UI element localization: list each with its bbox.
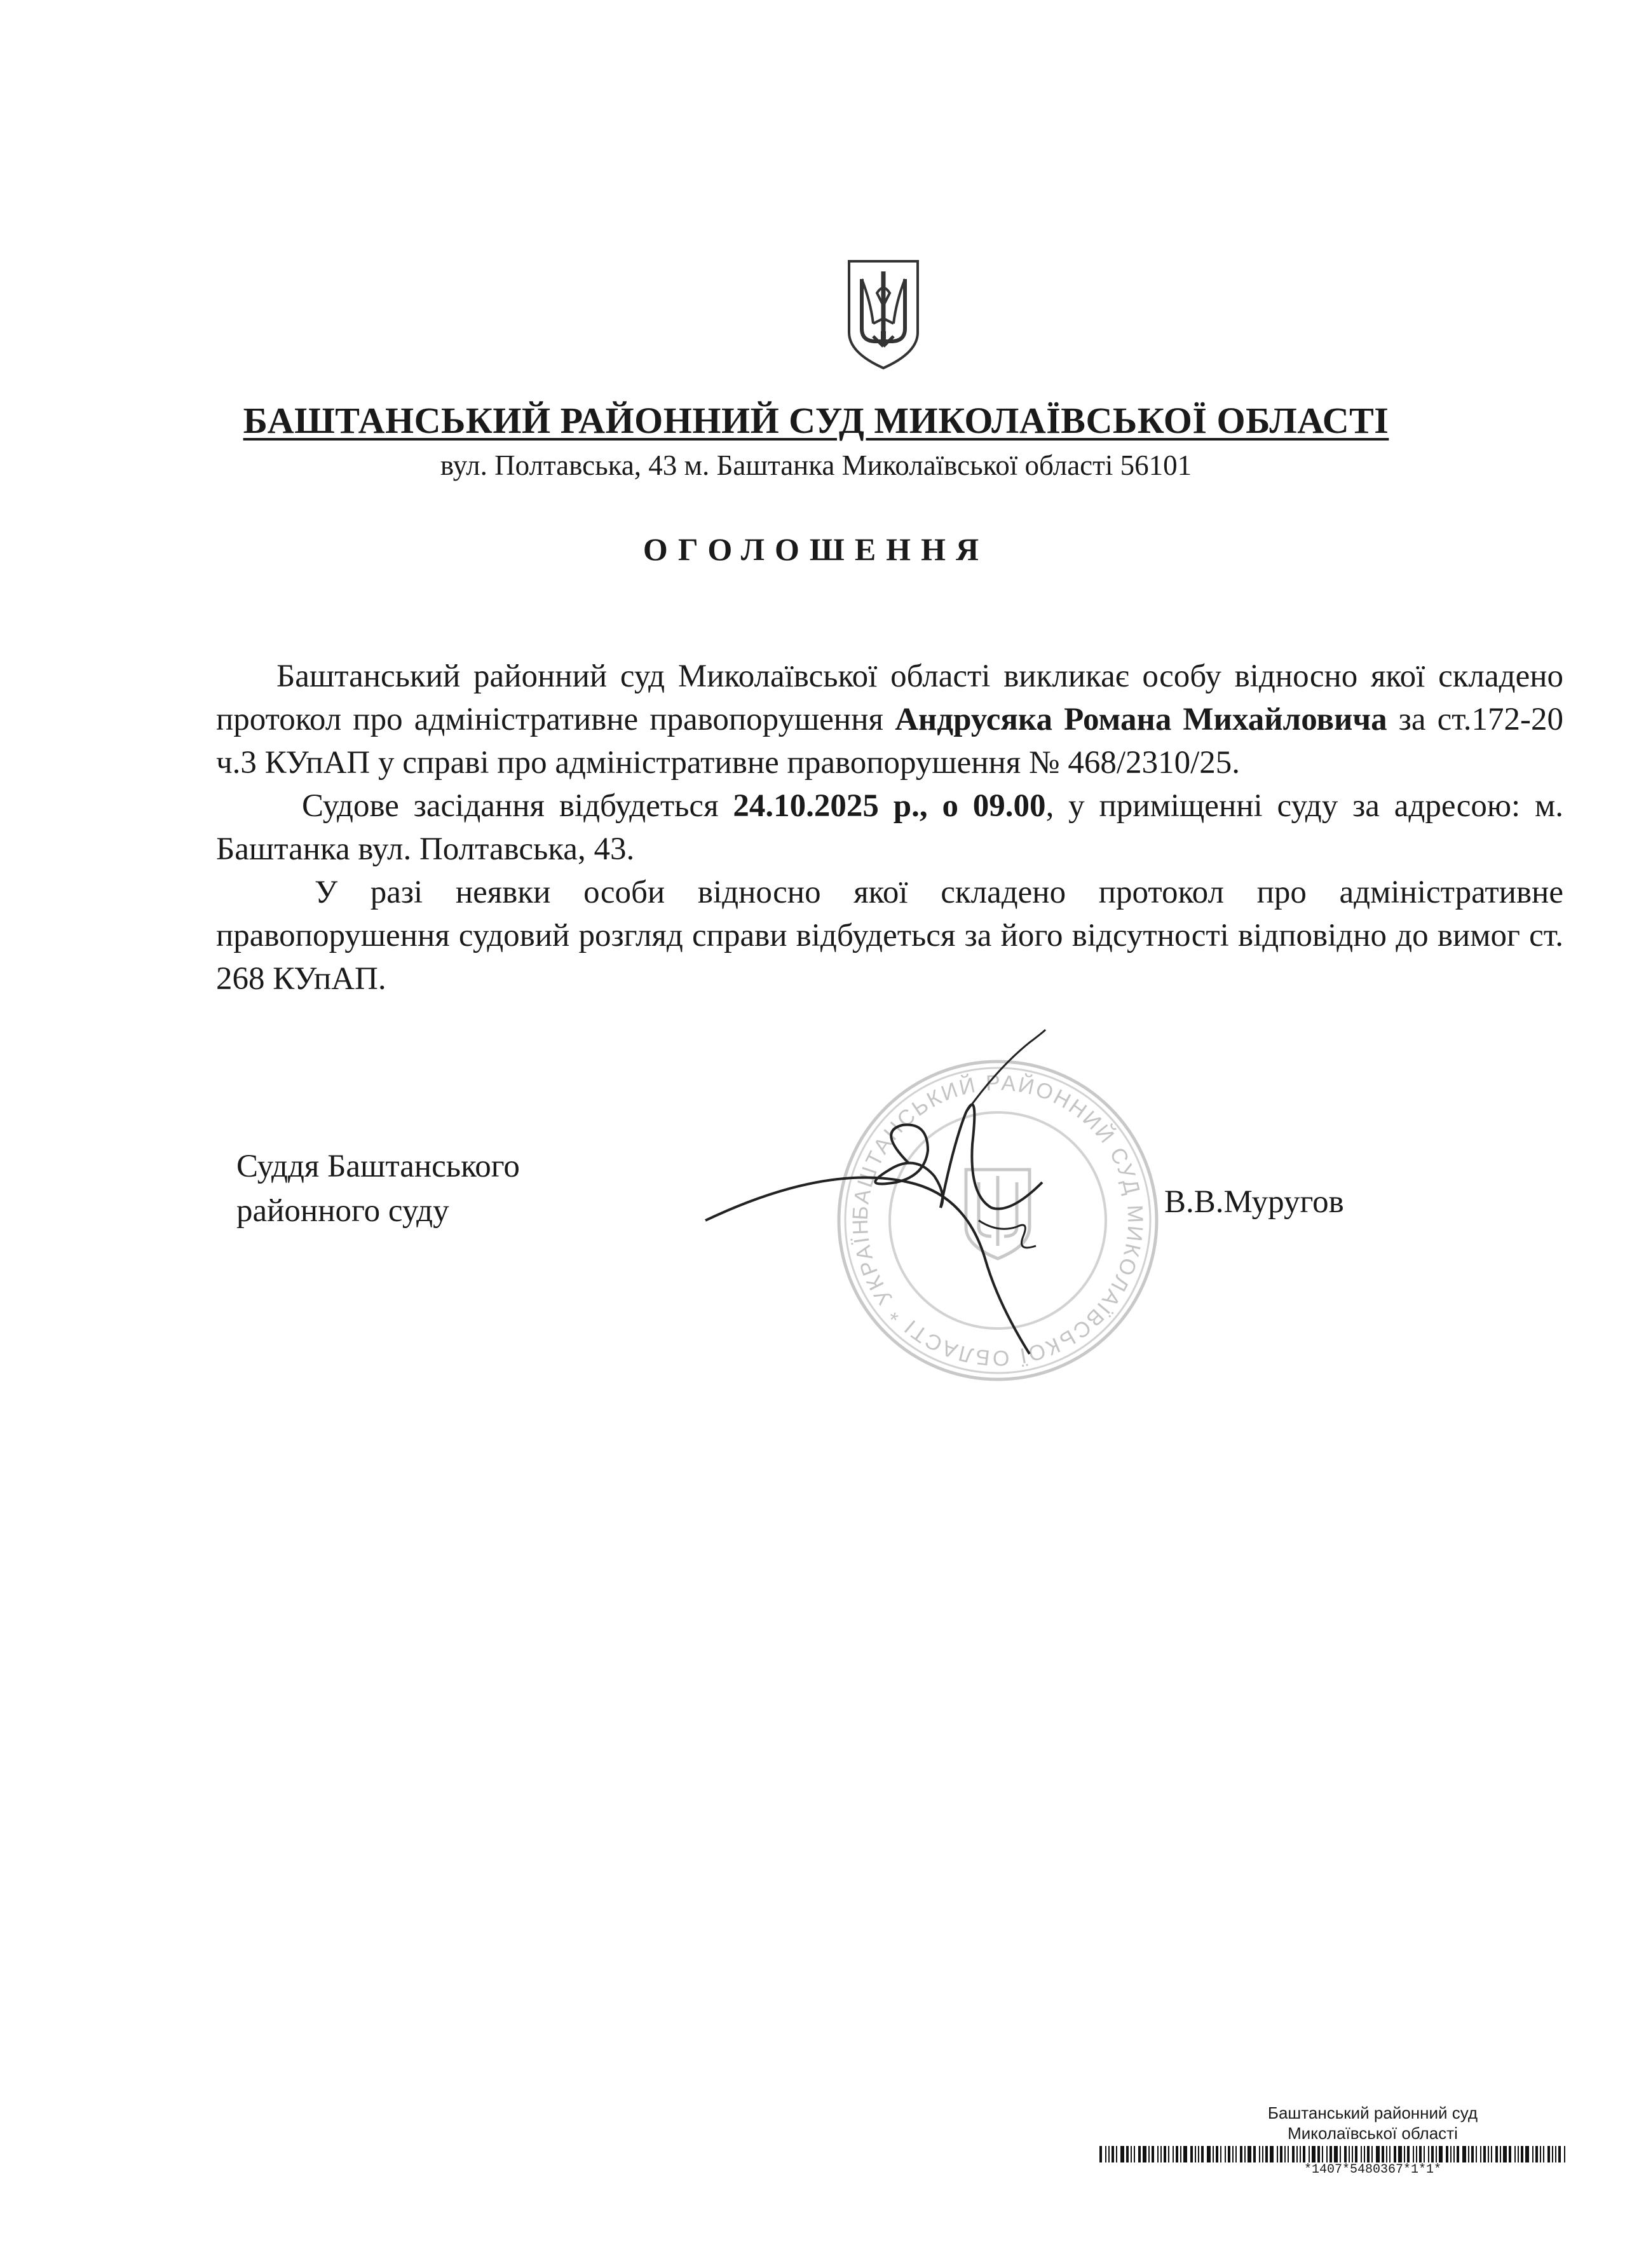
barcode-bar xyxy=(1376,2146,1380,2162)
announcement-body xyxy=(216,655,1563,1001)
paragraph-absence: У разі неявки особи відносно якої складено протокол про адміністративне правопорушення судовий розгляд справи відбудеться за його відсутності відповідно до вимог ст. 268 КУпАП. xyxy=(216,875,1563,997)
barcode-bar xyxy=(1190,2146,1193,2162)
barcode-bar xyxy=(1180,2146,1181,2162)
barcode-bar xyxy=(1532,2146,1533,2162)
hearing-datetime: 24.10.2025 р., о 09.00 xyxy=(733,788,1046,824)
defendant-name: Андрусяка Романа Михайловича xyxy=(895,702,1387,737)
barcode-bar xyxy=(1262,2146,1263,2162)
barcode-bar xyxy=(1270,2146,1274,2162)
barcode-bar xyxy=(1240,2146,1242,2162)
barcode-bar xyxy=(1404,2146,1405,2162)
barcode-bar xyxy=(1183,2146,1187,2162)
barcode xyxy=(1099,2146,1570,2162)
barcode-bar xyxy=(1228,2146,1230,2162)
barcode-bar xyxy=(1259,2146,1260,2162)
barcode-bar xyxy=(1355,2146,1357,2162)
barcode-bar xyxy=(1552,2146,1553,2162)
barcode-bar xyxy=(1152,2146,1154,2162)
barcode-bar xyxy=(1344,2146,1347,2162)
barcode-bar xyxy=(1292,2146,1295,2162)
barcode-bar xyxy=(1419,2146,1422,2162)
barcode-bar xyxy=(1525,2146,1529,2162)
barcode-bar xyxy=(1326,2146,1328,2162)
barcode-bar xyxy=(1547,2146,1550,2162)
barcode-bar xyxy=(1232,2146,1234,2162)
barcode-bar xyxy=(1535,2146,1538,2162)
barcode-bar xyxy=(1349,2146,1350,2162)
barcode-bar xyxy=(1296,2146,1298,2162)
barcode-bar xyxy=(1120,2146,1124,2162)
barcode-bar xyxy=(1457,2146,1459,2162)
barcode-bar xyxy=(1220,2146,1221,2162)
barcode-bar xyxy=(1164,2146,1166,2162)
barcode-bar xyxy=(1284,2146,1286,2162)
barcode-bar xyxy=(1300,2146,1301,2162)
barcode-bar xyxy=(1265,2146,1268,2162)
barcode-bar xyxy=(1317,2146,1320,2162)
barcode-bar xyxy=(1394,2146,1396,2162)
barcode-bar xyxy=(1277,2146,1278,2162)
barcode-bar xyxy=(1195,2146,1196,2162)
barcode-bar xyxy=(1248,2146,1251,2162)
barcode-bar xyxy=(1157,2146,1159,2162)
barcode-bar xyxy=(1143,2146,1146,2162)
barcode-bar xyxy=(1543,2146,1544,2162)
barcode-bar xyxy=(1116,2146,1117,2162)
barcode-bar xyxy=(1207,2146,1211,2162)
barcode-bar xyxy=(1371,2146,1373,2162)
barcode-bar xyxy=(1334,2146,1338,2162)
barcode-bar xyxy=(1312,2146,1316,2162)
barcode-bar xyxy=(1329,2146,1332,2162)
footer-court-label: Баштанський районний суд Миколаївської області xyxy=(1267,2103,1478,2143)
barcode-bar xyxy=(1201,2146,1204,2162)
barcode-bar xyxy=(1483,2146,1486,2162)
barcode-bar xyxy=(1173,2146,1174,2162)
barcode-bar xyxy=(1235,2146,1237,2162)
barcode-bar xyxy=(1431,2146,1434,2162)
tryzub-coat-of-arms-icon xyxy=(845,257,921,372)
barcode-bar xyxy=(1138,2146,1141,2162)
barcode-bar xyxy=(1367,2146,1370,2162)
barcode-bar xyxy=(1352,2146,1353,2162)
barcode-bar xyxy=(1148,2146,1150,2162)
barcode-bar xyxy=(1389,2146,1391,2162)
barcode-bar xyxy=(1361,2146,1362,2162)
barcode-bar xyxy=(1558,2146,1561,2162)
barcode-bar xyxy=(1398,2146,1402,2162)
barcode-bar xyxy=(1340,2146,1341,2162)
barcode-bar xyxy=(1309,2146,1310,2162)
barcode-bar xyxy=(1450,2146,1452,2162)
barcode-bar xyxy=(1280,2146,1282,2162)
barcode-bar xyxy=(1446,2146,1448,2162)
barcode-number: *1407*5480367*1*1* xyxy=(1303,2162,1442,2177)
barcode-bar xyxy=(1134,2146,1135,2162)
barcode-bar xyxy=(1555,2146,1556,2162)
barcode-bar xyxy=(1099,2146,1102,2162)
barcode-bar xyxy=(1198,2146,1199,2162)
seal-text: БАШТАНСЬКИЙ РАЙОННИЙ СУД МИКОЛАЇВСЬКОЇ ОБЛАСТІ * УКРАЇН xyxy=(848,1070,1148,1370)
barcode-bar xyxy=(1253,2146,1256,2162)
barcode-bar xyxy=(1453,2146,1455,2162)
judge-title: Суддя Баштанського районного суду xyxy=(236,1149,520,1229)
barcode-bar xyxy=(1213,2146,1214,2162)
judge-signature xyxy=(699,1017,1112,1373)
barcode-bar xyxy=(1131,2146,1132,2162)
barcode-bar xyxy=(1416,2146,1417,2162)
barcode-bar xyxy=(1216,2146,1218,2162)
document-title: ОГОЛОШЕННЯ xyxy=(643,531,989,567)
barcode-bar xyxy=(1564,2146,1565,2162)
barcode-bar xyxy=(1480,2146,1481,2162)
barcode-bar xyxy=(1428,2146,1429,2162)
barcode-bar xyxy=(1471,2146,1474,2162)
paragraph-hearing: Судове засідання відбудеться 24.10.2025 р., о 09.00, у приміщенні суду за адресою: м. Баштанка вул. Полтавська, 43. xyxy=(216,788,1563,867)
barcode-bar xyxy=(1509,2146,1511,2162)
paragraph-summons: Баштанський районний суд Миколаївської області викликає особу відносно якої складено протокол про адміністративне правопорушення Андрусяка Романа Михайловича за ст.172-20 ч.3 КУпАП у справі про адміністративне правопорушення № 468/2310/25. xyxy=(216,659,1563,781)
barcode-bar xyxy=(1500,2146,1501,2162)
barcode-bar xyxy=(1491,2146,1492,2162)
barcode-bar xyxy=(1407,2146,1410,2162)
barcode-bar xyxy=(1514,2146,1516,2162)
barcode-bar xyxy=(1386,2146,1387,2162)
barcode-bar xyxy=(1462,2146,1466,2162)
barcode-bar xyxy=(1364,2146,1365,2162)
barcode-bar xyxy=(1488,2146,1489,2162)
barcode-bar xyxy=(1413,2146,1414,2162)
barcode-bar xyxy=(1468,2146,1469,2162)
barcode-bar xyxy=(1105,2146,1106,2162)
court-name: БАШТАНСЬКИЙ РАЙОННИЙ СУД МИКОЛАЇВСЬКОЇ ОБЛАСТІ xyxy=(243,400,1389,441)
barcode-bar xyxy=(1518,2146,1519,2162)
barcode-bar xyxy=(1160,2146,1162,2162)
barcode-bar xyxy=(1436,2146,1437,2162)
barcode-bar xyxy=(1288,2146,1289,2162)
barcode-bar xyxy=(1382,2146,1384,2162)
barcode-bar xyxy=(1225,2146,1226,2162)
barcode-bar xyxy=(1439,2146,1443,2162)
barcode-bar xyxy=(1521,2146,1523,2162)
barcode-bar xyxy=(1503,2146,1507,2162)
barcode-bar xyxy=(1112,2146,1114,2162)
barcode-bar xyxy=(1303,2146,1305,2162)
barcode-bar xyxy=(1244,2146,1246,2162)
barcode-bar xyxy=(1322,2146,1323,2162)
barcode-bar xyxy=(1176,2146,1178,2162)
barcode-bar xyxy=(1495,2146,1498,2162)
barcode-bar xyxy=(1424,2146,1425,2162)
barcode-bar xyxy=(1540,2146,1541,2162)
barcode-bar xyxy=(1476,2146,1477,2162)
judge-name: В.В.Муругов xyxy=(1164,1184,1344,1220)
barcode-bar xyxy=(1126,2146,1129,2162)
court-address: вул. Полтавська, 43 м. Баштанка Миколаївської області 56101 xyxy=(440,449,1192,481)
barcode-bar xyxy=(1168,2146,1169,2162)
barcode-bar xyxy=(1108,2146,1110,2162)
